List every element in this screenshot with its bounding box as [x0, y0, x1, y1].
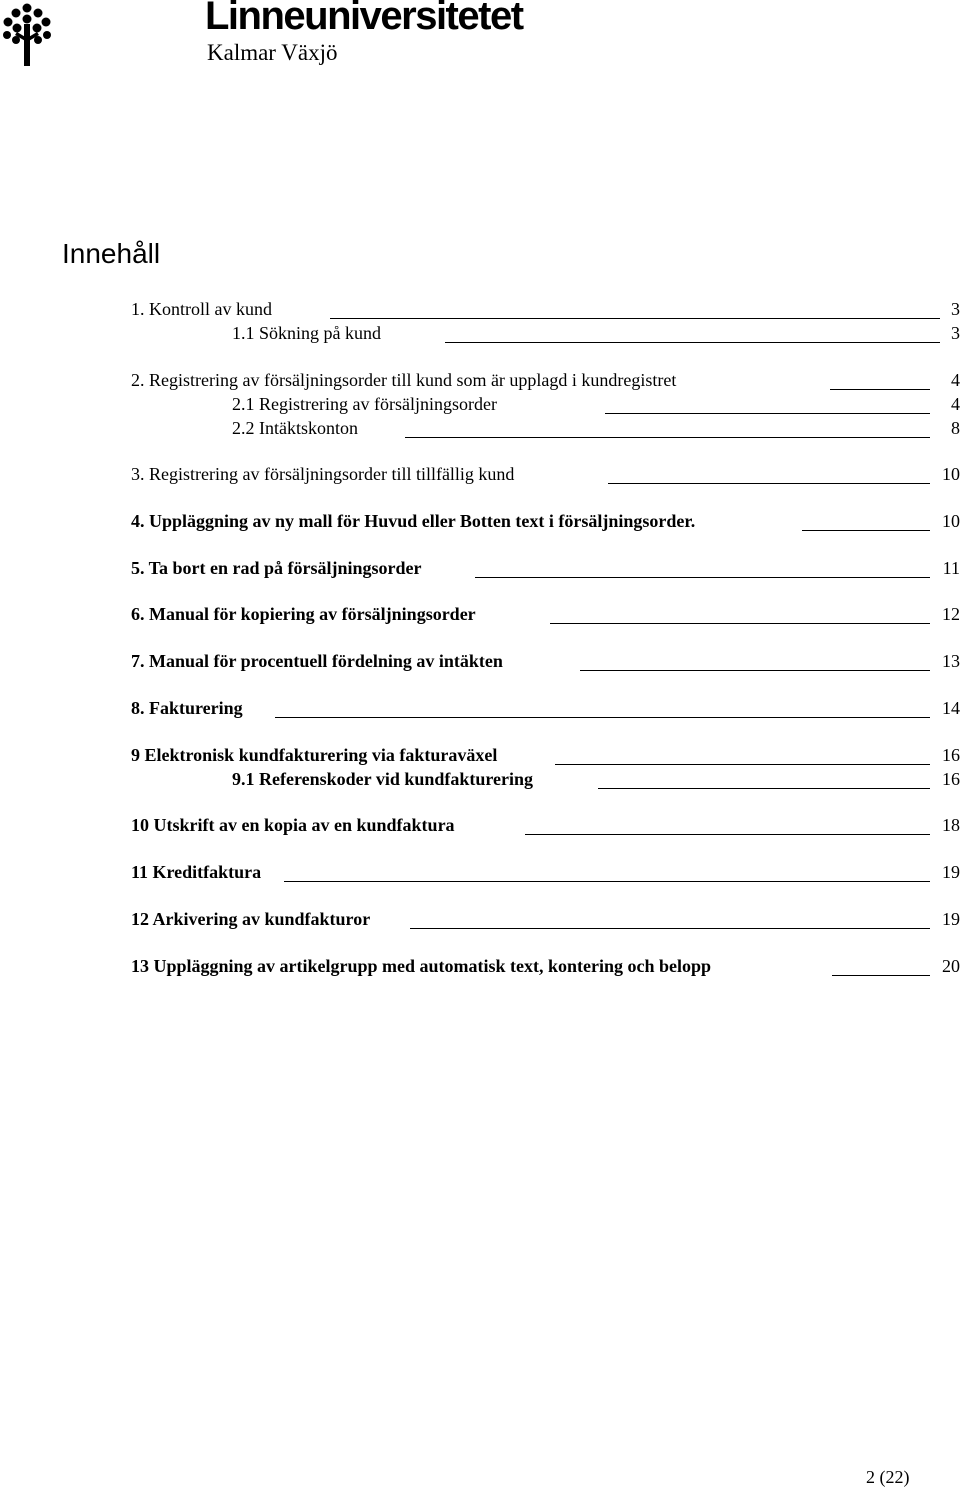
toc-entry-page: 12 [942, 604, 960, 624]
toc-entry[interactable] [0, 698, 960, 724]
toc-leader-line [555, 764, 930, 765]
toc-leader-line [410, 928, 930, 929]
toc-entry-label: 1. Kontroll av kund [131, 299, 272, 319]
toc-entry-label: 3. Registrering av försäljningsorder till tillfällig kund [131, 464, 515, 484]
toc-entry-page: 20 [942, 956, 960, 976]
toc-entry[interactable] [0, 862, 960, 888]
toc-entry[interactable] [0, 956, 960, 982]
toc-entry[interactable] [0, 769, 960, 795]
toc-entry-page: 3 [951, 299, 960, 319]
toc-entry-label: 2.2 Intäktskonton [232, 418, 358, 438]
toc-entry[interactable] [0, 909, 960, 935]
toc-entry-page: 10 [942, 464, 960, 484]
toc-leader-line [330, 318, 940, 319]
toc-entry-label: 10 Utskrift av en kopia av en kundfaktura [131, 815, 455, 835]
university-logo [0, 0, 600, 80]
toc-entry[interactable] [0, 745, 960, 771]
toc-entry[interactable] [0, 394, 960, 420]
toc-entry[interactable] [0, 299, 960, 325]
toc-entry-page: 14 [942, 698, 960, 718]
toc-entry[interactable] [0, 370, 960, 396]
toc-leader-line [405, 437, 930, 438]
toc-entry-page: 19 [942, 909, 960, 929]
toc-leader-line [605, 413, 930, 414]
toc-entry-page: 19 [942, 862, 960, 882]
toc-entry-label: 9.1 Referenskoder vid kundfakturering [232, 769, 534, 789]
toc-entry-page: 18 [942, 815, 960, 835]
toc-entry-label: 12 Arkivering av kundfakturor [131, 909, 371, 929]
toc-leader-line [445, 342, 940, 343]
toc-entry-label: 11 Kreditfaktura [131, 862, 262, 882]
toc-entry-page: 13 [942, 651, 960, 671]
toc-entry-label: 1.1 Sökning på kund [232, 323, 382, 343]
toc-leader-line [275, 717, 930, 718]
toc-entry-label: 6. Manual för kopiering av försäljningsorder [131, 604, 476, 624]
toc-entry[interactable] [0, 464, 960, 490]
toc-entry[interactable] [0, 815, 960, 841]
toc-entry-label: 7. Manual för procentuell fördelning av intäkten [131, 651, 503, 671]
toc-entry-page: 10 [942, 511, 960, 531]
toc-heading: Innehåll [62, 238, 161, 269]
campus-names: Kalmar Växjö [207, 40, 338, 65]
page-number: 2 (22) [866, 1467, 910, 1487]
toc-entry-label: 2. Registrering av försäljningsorder till kund som är upplagd i kundregistret [131, 370, 677, 390]
toc-entry[interactable] [0, 418, 960, 444]
toc-entry[interactable] [0, 604, 960, 630]
toc-entry[interactable] [0, 323, 960, 349]
toc-leader-line [284, 881, 930, 882]
toc-entry-page: 16 [942, 769, 960, 789]
toc-entry-page: 11 [942, 558, 960, 578]
toc-leader-line [598, 788, 930, 789]
toc-entry-page: 4 [951, 394, 960, 414]
toc-entry-label: 4. Uppläggning av ny mall för Huvud eller Botten text i försäljningsorder. [131, 511, 696, 531]
toc-entry-page: 8 [951, 418, 960, 438]
toc-entry[interactable] [0, 651, 960, 677]
toc-entry-page: 3 [951, 323, 960, 343]
toc-leader-line [608, 483, 930, 484]
toc-entry-page: 4 [951, 370, 960, 390]
toc-entry-label: 13 Uppläggning av artikelgrupp med automatisk text, kontering och belopp [131, 956, 712, 976]
toc-entry-label: 9 Elektronisk kundfakturering via fakturaväxel [131, 745, 498, 765]
toc-leader-line [580, 670, 930, 671]
toc-leader-line [550, 623, 930, 624]
tree-logo-icon [2, 2, 52, 66]
toc-entry[interactable] [0, 558, 960, 584]
toc-entry[interactable] [0, 511, 960, 537]
toc-entry-label: 8. Fakturering [131, 698, 243, 718]
toc-entry-label: 5. Ta bort en rad på försäljningsorder [131, 558, 422, 578]
toc-entry-label: 2.1 Registrering av försäljningsorder [232, 394, 497, 414]
university-name: Linneuniversitetet [205, 0, 523, 38]
toc-leader-line [475, 577, 930, 578]
toc-entry-page: 16 [942, 745, 960, 765]
toc-leader-line [525, 834, 930, 835]
